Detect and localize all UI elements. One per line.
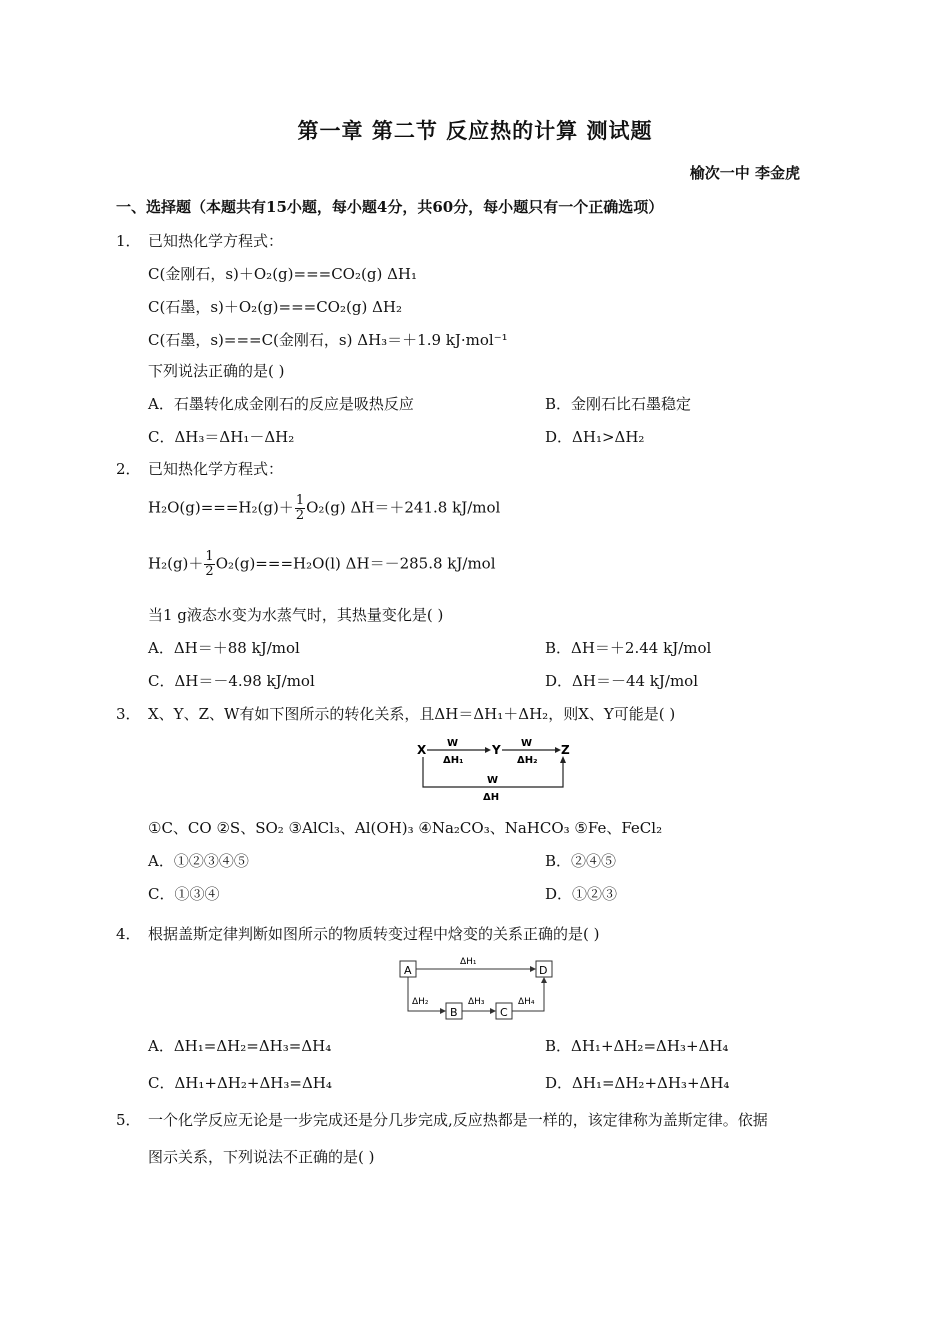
label-dh1: ΔH₁ [460, 957, 477, 967]
node-x: X [417, 743, 427, 757]
node-y: Y [492, 743, 501, 757]
option-b: B．金刚石比石墨稳定 [545, 395, 692, 413]
question-number: 5． [116, 1111, 141, 1129]
label-dh: ΔH [483, 792, 500, 803]
equation: C(石墨，s)＋O₂(g)===CO₂(g) ΔH₂ [148, 298, 402, 316]
option-a: A．石墨转化成金刚石的反应是吸热反应 [148, 395, 414, 413]
option-a: A．ΔH₁=ΔH₂=ΔH₃=ΔH₄ [148, 1037, 332, 1055]
equation-part: H₂(g)＋ [148, 554, 204, 573]
choice-list: ①C、CO ②S、SO₂ ③AlCl₃、Al(OH)₃ ④Na₂CO₃、NaHCO₃ ⑤Fe、FeCl₂ [148, 819, 663, 837]
question-ask: 下列说法正确的是( ) [148, 362, 285, 380]
question-number: 3． [116, 705, 141, 723]
option-d: D．ΔH＝－44 kJ/mol [545, 672, 699, 690]
node-a: A [404, 964, 412, 977]
fraction-numerator: 1 [205, 549, 214, 564]
equation [148, 494, 500, 523]
fraction [295, 494, 305, 523]
equation: C(石墨，s)===C(金刚石，s) ΔH₃＝＋1.9 kJ·mol⁻¹ [148, 331, 508, 349]
option-c: C．ΔH₁+ΔH₂+ΔH₃=ΔH₄ [148, 1074, 332, 1092]
label-dh1: ΔH₁ [443, 755, 464, 766]
option-b: B．ΔH₁+ΔH₂=ΔH₃+ΔH₄ [545, 1037, 729, 1055]
node-z: Z [561, 743, 570, 757]
question-number: 2． [116, 460, 141, 478]
node-d: D [539, 964, 548, 977]
equation: C(金刚石，s)＋O₂(g)===CO₂(g) ΔH₁ [148, 265, 417, 283]
option-d: D．ΔH₁>ΔH₂ [545, 428, 645, 446]
question-ask: 当1 g液态水变为水蒸气时，其热量变化是( ) [148, 606, 444, 624]
option-a: A．①②③④⑤ [148, 852, 249, 870]
equation-part: O₂(g)===H₂O(l) ΔH＝－285.8 kJ/mol [215, 554, 496, 573]
question-stem: 已知热化学方程式： [148, 460, 284, 478]
equation-part: H₂O(g)===H₂(g)＋ [148, 498, 294, 517]
option-d: D．ΔH₁=ΔH₂+ΔH₃+ΔH₄ [545, 1074, 730, 1092]
option-c: C．ΔH＝－4.98 kJ/mol [148, 672, 315, 690]
node-b: B [450, 1006, 458, 1019]
question-stem: X、Y、Z、W有如下图所示的转化关系，且ΔH＝ΔH₁＋ΔH₂，则X、Y可能是( ) [148, 705, 676, 723]
question-stem: 一个化学反应无论是一步完成还是分几步完成,反应热都是一样的，该定律称为盖斯定律。依据 [148, 1111, 768, 1129]
option-a: A．ΔH＝＋88 kJ/mol [148, 639, 300, 657]
label-dh2: ΔH₂ [517, 755, 538, 766]
node-c: C [500, 1006, 508, 1019]
label-w: W [521, 738, 533, 749]
label-dh3: ΔH₃ [468, 997, 485, 1007]
label-dh4: ΔH₄ [518, 997, 535, 1007]
question-stem: 已知热化学方程式： [148, 232, 284, 250]
question-number: 4． [116, 925, 141, 943]
question-stem: 根据盖斯定律判断如图所示的物质转变过程中焓变的关系正确的是( ) [148, 925, 600, 943]
question-stem-continued: 图示关系，下列说法不正确的是( ) [148, 1148, 375, 1166]
question-number: 1． [116, 232, 141, 250]
option-b: B．ΔH＝＋2.44 kJ/mol [545, 639, 712, 657]
equation-part: O₂(g) ΔH＝＋241.8 kJ/mol [306, 498, 501, 517]
option-b: B．②④⑤ [545, 852, 617, 870]
label-w: W [487, 775, 499, 786]
option-c: C．①③④ [148, 885, 220, 903]
section-heading: 一、选择题（本题共有15小题，每小题4分，共60分，每小题只有一个正确选项） [116, 198, 664, 216]
fraction-numerator: 1 [295, 493, 305, 508]
option-d: D．①②③ [545, 885, 618, 903]
label-w: W [447, 738, 459, 749]
option-c: C．ΔH₃＝ΔH₁－ΔH₂ [148, 428, 295, 446]
author: 榆次一中 李金虎 [689, 164, 800, 182]
fraction-denominator: 2 [205, 564, 214, 579]
enthalpy-diagram [398, 955, 558, 1023]
fraction-denominator: 2 [295, 508, 305, 523]
conversion-diagram [415, 735, 575, 805]
fraction [204, 550, 214, 579]
equation [148, 550, 496, 579]
label-dh2: ΔH₂ [412, 997, 429, 1007]
page-title: 第一章 第二节 反应热的计算 测试题 [297, 118, 653, 143]
